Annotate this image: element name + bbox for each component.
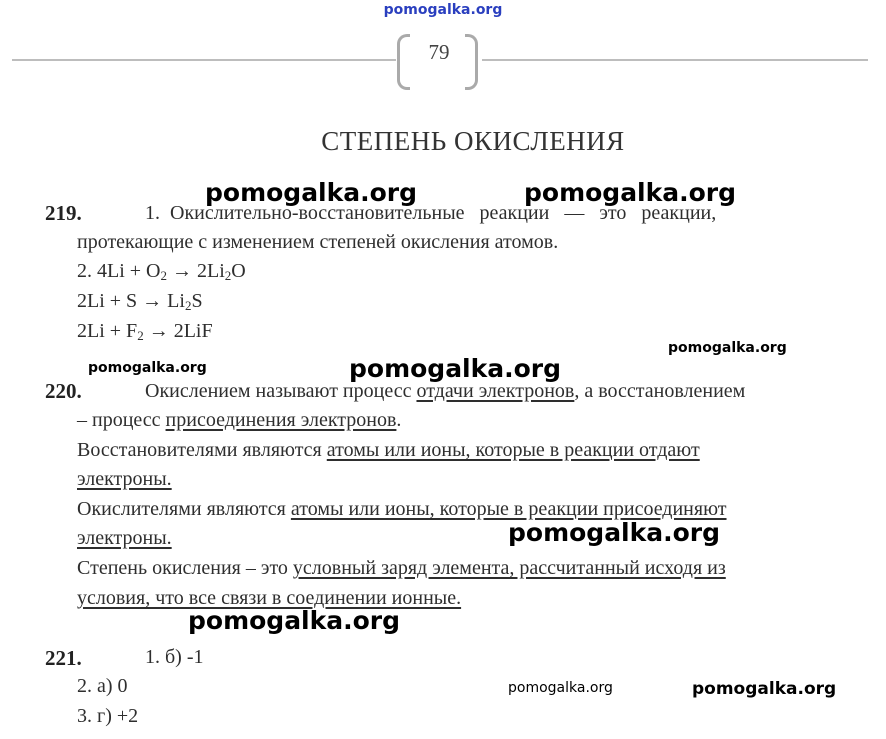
header-rule-left bbox=[12, 59, 396, 61]
watermark: pomogalka.org bbox=[88, 360, 207, 376]
problem-219-equation-1: 2. $4Li + O_2 \to 2Li_2O$ bbox=[77, 260, 246, 283]
problem-219-number: 219. bbox=[45, 201, 82, 225]
problem-221-number: 221. bbox=[45, 646, 82, 670]
problem-219-equation-2: $2Li + S \to Li_2S$ bbox=[77, 290, 203, 313]
watermark: pomogalka.org bbox=[508, 518, 721, 547]
watermark: pomogalka.org bbox=[349, 354, 562, 383]
watermark: pomogalka.org bbox=[508, 680, 613, 696]
problem-220-line2: – процесс присоединения электронов. bbox=[77, 409, 402, 431]
header-rule-right bbox=[482, 59, 868, 61]
problem-220-line4: электроны. bbox=[77, 468, 172, 490]
problem-220-line1: Окислением называют процесс отдачи электронов, а восстановлением bbox=[145, 380, 746, 402]
page-number: 79 bbox=[428, 40, 450, 64]
watermark: pomogalka.org bbox=[524, 178, 737, 207]
watermark: pomogalka.org bbox=[668, 340, 787, 356]
problem-220-line3: Восстановителями являются атомы или ионы, которые в реакции отдают bbox=[77, 439, 700, 461]
problem-221-answer-2: 2. а) 0 bbox=[77, 675, 128, 697]
problem-219-equation-3: $2Li + F_2 \to 2LiF$ bbox=[77, 320, 213, 343]
problem-220-number: 220. bbox=[45, 379, 82, 403]
problem-219-item1-line2: протекающие с изменением степеней окисления атомов. bbox=[77, 231, 559, 253]
page-title: СТЕПЕНЬ ОКИСЛЕНИЯ bbox=[321, 126, 625, 156]
watermark: pomogalka.org bbox=[205, 178, 418, 207]
problem-221-answer-3: 3. г) +2 bbox=[77, 705, 139, 727]
problem-221-answer-1: 1. б) -1 bbox=[145, 646, 204, 668]
problem-219-item1-line1: 1. Окислительно-восстановительные реакции — это реакции, bbox=[145, 202, 717, 224]
problem-220-line8: условия, что все связи в соединении ионные. bbox=[77, 587, 462, 609]
watermark: pomogalka.org bbox=[188, 606, 401, 635]
problem-220-line7: Степень окисления – это условный заряд элемента, рассчитанный исходя из bbox=[77, 557, 726, 579]
problem-220-line6: электроны. bbox=[77, 527, 172, 549]
watermark: pomogalka.org bbox=[692, 679, 837, 699]
problem-220-line5: Окислителями являются атомы или ионы, которые в реакции присоединяют bbox=[77, 498, 727, 520]
site-header-watermark: pomogalka.org bbox=[383, 2, 503, 18]
